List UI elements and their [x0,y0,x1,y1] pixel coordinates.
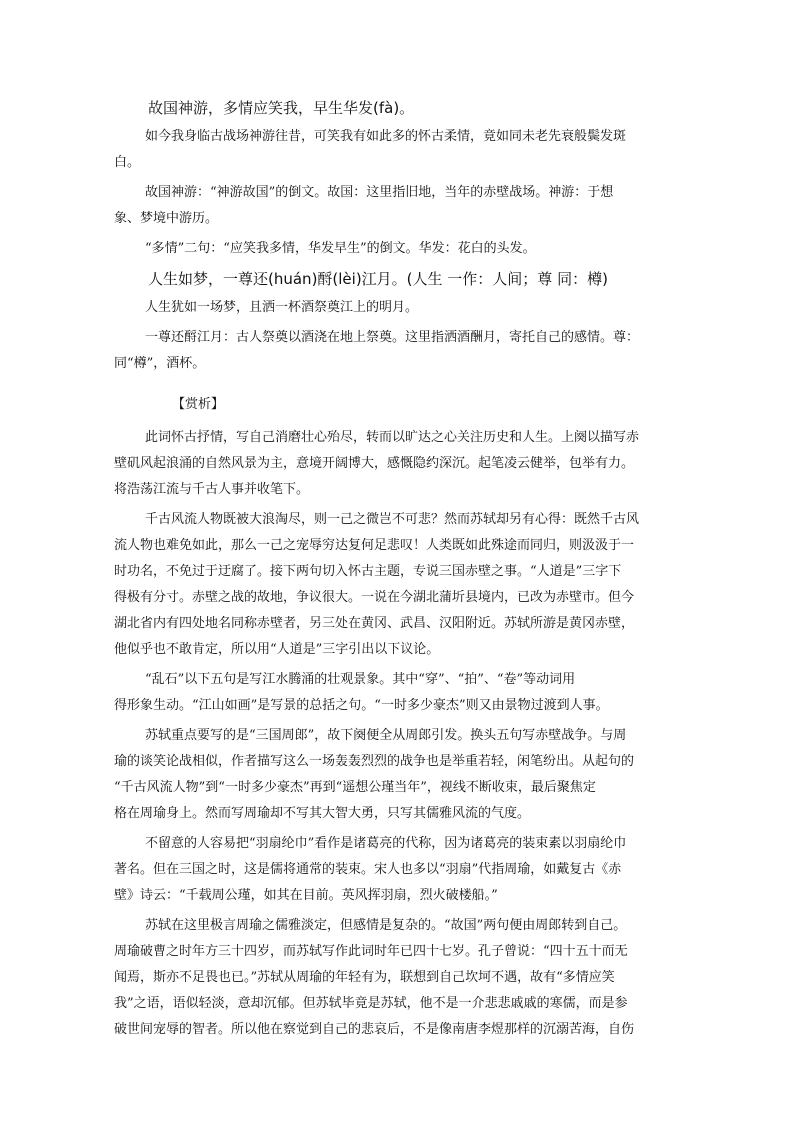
paragraph-line: 苏轼在这里极言周瑜之儒雅淡定，但感情是复杂的。“故国”两句便由周郎转到自己。 [145,918,627,933]
document-body [114,93,697,1047]
verse-line-2: 人生如梦，一尊还(huán)酹(lèi)江月。(人生 一作：人间；尊 同：樽) [148,270,608,288]
appreciation-paragraph-4 [114,723,697,827]
note-line: 象、梦境中游历。 [114,211,219,226]
appreciation-paragraph-1 [114,425,697,503]
paragraph-line: 闻焉，斯亦不足畏也已。”苏轼从周瑜的年轻有为，联想到自己坎坷不遇，故有“多情应笑 [114,970,615,985]
paragraph-line: 壁矶风起浪涌的自然风景为主，意境开阔博大，感慨隐约深沉。起笔凌云健举，包举有力。 [114,456,635,471]
note-gloss-1 [114,180,697,232]
paragraph-line: 将浩荡江流与千古人事并收笔下。 [114,482,310,497]
paragraph-line: 瑜的谈笑论战相似，作者描写这么一场轰轰烈烈的战争也是举重若轻，闲笔纷出。从起句的 [114,754,635,769]
paragraph-line: 得极有分寸。赤壁之战的故地，争议很大。一说在今湖北蒲圻县境内，已改为赤壁市。但今 [114,590,635,605]
paragraph-line: 破世间宠辱的智者。所以他在察觉到自己的悲哀后，不是像南唐李煜那样的沉溺苦海，自伤 [114,1022,635,1037]
appreciation-paragraph-3 [114,667,697,719]
note-gloss-2 [114,236,697,262]
paragraph-line: 时功名，不免过于迂腐了。接下两句切入怀古主题，专说三国赤壁之事。“人道是”三字下 [114,564,622,579]
verse-line-1: 故国神游，多情应笑我，早生华发(fà)。 [148,99,415,117]
paragraph-line: 壁》诗云：“千载周公瑾，如其在目前。英风挥羽扇，烈火破楼船。” [114,888,498,903]
paragraph-line: 流人物也难免如此，那么一己之宠辱穷达复何足悲叹！人类既如此殊途而同归，则汲汲于一 [114,538,635,553]
appreciation-paragraph-6 [114,913,697,1043]
note-line: 同“樽”，酒杯。 [114,356,206,371]
note-line: 如今我身临古战场神游往昔，可笑我有如此多的怀古柔情，竟如同未老先衰般鬓发斑 [145,129,627,144]
note-line: 一尊还酹江月：古人祭奠以酒浇在地上祭奠。这里指洒酒酬月，寄托自己的感情。尊： [145,330,640,345]
paragraph-line: 苏轼重点要写的是“三国周郎”，故下阕便全从周郎引发。换头五句写赤壁战争。与周 [145,728,627,743]
note-line: “多情”二句：“应笑我多情，华发早生”的倒文。华发：花白的头发。 [145,241,536,256]
note-translation-1 [114,124,697,176]
paragraph-line: “千古风流人物”到“一时多少豪杰”再到“遥想公瑾当年”，视线不断收束，最后聚焦定 [114,780,596,795]
paragraph-line: 周瑜破曹之时年方三十四岁，而苏轼写作此词时年已四十七岁。孔子曾说：“四十五十而无 [114,944,628,959]
appreciation-paragraph-5 [114,831,697,909]
paragraph-line: 格在周瑜身上。然而写周瑜却不写其大智大勇，只写其儒雅风流的气度。 [114,806,531,821]
note-line: 故国神游：“神游故国”的倒文。故国：这里指旧地，当年的赤壁战场。神游：于想 [145,185,614,200]
paragraph-line: “乱石”以下五句是写江水腾涌的壮观景象。其中“穿”、“拍”、“卷”等动词用 [145,672,576,687]
paragraph-line: 不留意的人容易把“羽扇纶巾”看作是诸葛亮的代称，因为诸葛亮的装束素以羽扇纶巾 [145,836,627,851]
note-line: 人生犹如一场梦，且洒一杯酒祭奠江上的明月。 [145,300,419,315]
paragraph-line: 他似乎也不敢肯定，所以用“人道是”三字引出以下议论。 [114,642,440,657]
paragraph-line: 千古风流人物既被大浪淘尽，则一己之微岂不可悲？然而苏轼却另有心得：既然千古风 [145,512,640,527]
note-translation-2 [114,295,697,321]
paragraph-line: 我”之语，语似轻淡，意却沉郁。但苏轼毕竟是苏轼，他不是一介悲悲戚戚的寒儒，而是参 [114,996,628,1011]
paragraph-line: 得形象生动。“江山如画”是写景的总括之句。“一时多少豪杰”则又由景物过渡到人事。 [114,698,609,713]
appreciation-paragraph-2 [114,507,697,663]
paragraph-line: 此词怀古抒情，写自己消磨壮心殆尽，转而以旷达之心关注历史和人生。上阕以描写赤 [145,430,640,445]
paragraph-line: 著名。但在三国之时，这是儒将通常的装束。宋人也多以“羽扇”代指周瑜，如戴复古《赤 [114,862,622,877]
paragraph-line: 湖北省内有四处地名同称赤壁者，另三处在黄冈、武昌、汉阳附近。苏轼所游是黄冈赤壁， [114,616,635,631]
note-gloss-3 [114,325,697,377]
note-line: 白。 [114,155,141,170]
section-heading-appreciation: 【赏析】 [172,397,225,412]
